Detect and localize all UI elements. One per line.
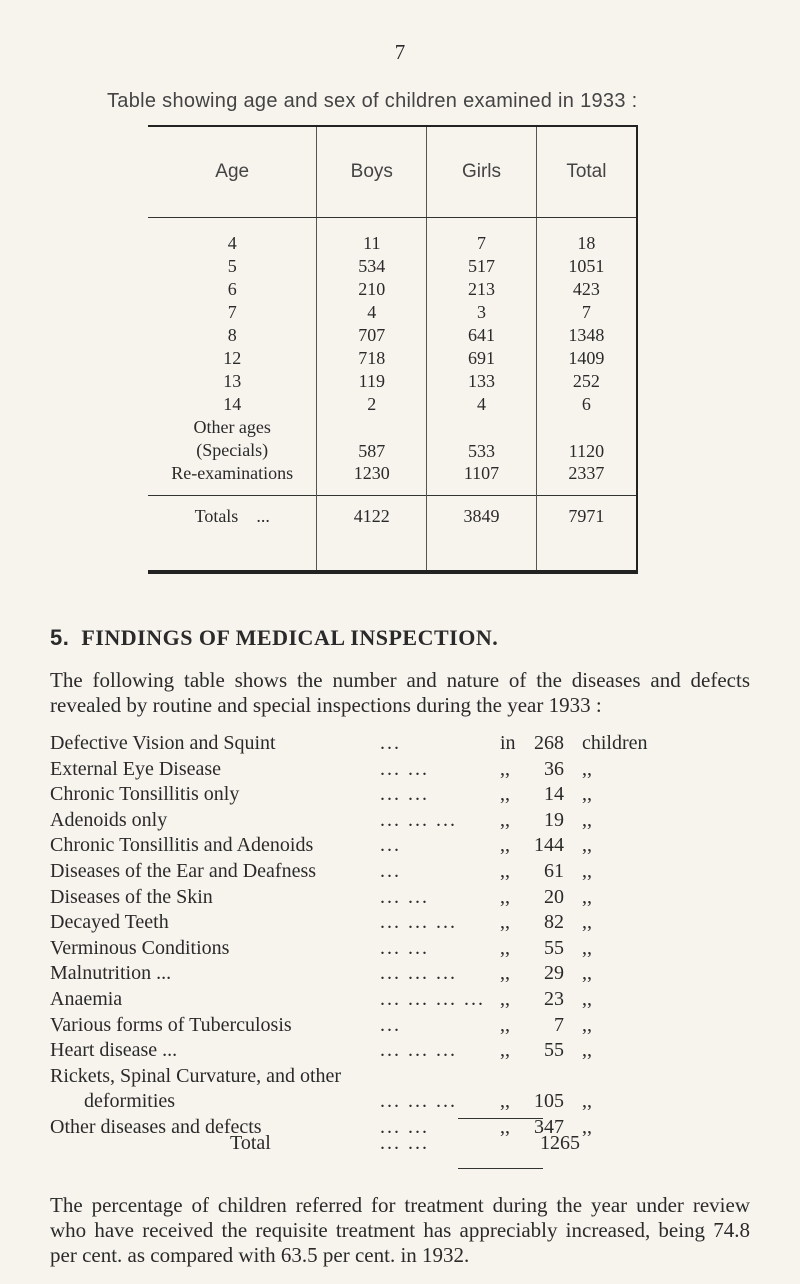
cell-total: 252 [536,370,637,393]
ditto-mark: ,, [582,911,592,934]
list-item [50,936,770,962]
cell-girls: 213 [427,278,537,301]
ditto-mark: ,, [500,757,510,780]
age-other-line2: (Specials) [196,440,269,460]
section-title: FINDINGS OF MEDICAL INSPECTION. [81,625,499,650]
cell-boys: 4 [317,301,427,324]
cell-age: 8 [227,325,237,345]
cell-boys: 534 [317,255,427,278]
finding-label: Chronic Tonsillitis and Adenoids [50,834,314,857]
ditto-mark: ,, [582,757,592,780]
ditto-mark: ,, [500,987,510,1010]
leader-dots: ... [380,859,401,882]
list-item [50,731,770,757]
cell-boys: 707 [317,324,427,347]
finding-count: 61 [544,859,564,882]
ditto-mark: ,, [582,1090,592,1113]
total-rule-bottom [458,1168,543,1169]
ditto-mark: ,, [582,808,592,831]
leader-dots: ... ... ... [380,1039,457,1062]
finding-count: 105 [534,1090,564,1113]
finding-label: Heart disease ... [50,1039,178,1062]
totals-label: Totals [194,506,239,526]
cell-girls: 133 [427,370,537,393]
table-row [148,278,637,301]
findings-total-label: Total [230,1132,271,1154]
cell-total: 1348 [536,324,637,347]
finding-label: Adenoids only [50,808,168,831]
finding-label: Various forms of Tuberculosis [50,1013,292,1036]
finding-count: 36 [544,757,564,780]
ditto-mark: ,, [582,987,592,1010]
list-item-continuation [50,1089,770,1115]
closing-paragraph: The percentage of children referred for treatment during the year under review who have received the requisite treatment has appreciably increased, being 74.8 per cent. as compared with 63.5 per cent. in 1932. [50,1193,750,1267]
cell-age: 5 [227,256,237,276]
ditto-mark: ,, [582,834,592,857]
cell-total: 6 [536,393,637,416]
cell-boys: 718 [317,347,427,370]
cell-age: 12 [223,348,242,368]
list-item [50,859,770,885]
leader-dots: ... [380,1013,401,1036]
header-girls: Girls [427,126,537,218]
section-intro: The following table shows the number and nature of the diseases and defects revealed by routine and special inspections during the year 1933 : [50,668,750,717]
list-item [50,808,770,834]
finding-suffix: children [582,732,648,754]
ditto-mark: ,, [582,859,592,882]
ditto-mark: ,, [500,834,510,857]
finding-count: 347 [534,1115,564,1138]
cell-girls: 533 [427,416,537,462]
cell-totals-label [148,496,317,573]
list-item [50,1038,770,1064]
cell-age [148,416,317,462]
finding-prefix: in [500,732,516,754]
cell-girls: 7 [427,218,537,256]
finding-count: 144 [534,834,564,857]
finding-label: Diseases of the Ear and Deafness [50,859,317,882]
cell-boys: 587 [317,416,427,462]
ditto-mark: ,, [500,936,510,959]
findings-list [50,731,770,1141]
leader-dots: ... ... [380,783,429,806]
finding-label: Rickets, Spinal Curvature, and other [50,1064,342,1087]
finding-label: Verminous Conditions [50,936,230,959]
list-item [50,1013,770,1039]
findings-total-row [50,1130,770,1156]
section-heading [50,625,498,651]
table-row [148,324,637,347]
list-item [50,910,770,936]
table-row [148,393,637,416]
finding-count: 19 [544,808,564,831]
finding-label: Anaemia [50,987,123,1010]
totals-dots: ... [256,506,270,526]
list-item [50,757,770,783]
finding-count: 20 [544,885,564,908]
leader-dots: ... ... ... ... [380,987,485,1010]
cell-age: 7 [227,302,237,322]
leader-dots: ... ... ... [380,808,457,831]
finding-count: 55 [544,1039,564,1062]
leader-dots: ... ... [380,1115,429,1138]
ditto-mark: ,, [500,1039,510,1062]
ditto-mark: ,, [500,1013,510,1036]
finding-count: 29 [544,962,564,985]
cell-total: 1051 [536,255,637,278]
cell-age: Re-examinations [171,463,294,483]
header-boys: Boys [317,126,427,218]
cell-girls: 641 [427,324,537,347]
finding-count: 23 [544,987,564,1010]
table-row [148,347,637,370]
cell-boys: 1230 [317,462,427,496]
ditto-mark: ,, [500,808,510,831]
table-header-row [148,126,637,218]
cell-total: 423 [536,278,637,301]
leader-dots: ... ... [380,885,429,908]
total-rule-top [458,1118,543,1119]
finding-label-continuation: deformities [84,1090,176,1113]
leader-dots: ... ... ... [380,1090,457,1113]
ditto-mark: ,, [582,1039,592,1062]
cell-girls: 517 [427,255,537,278]
table-row [148,218,637,256]
ditto-mark: ,, [582,936,592,959]
list-item [50,833,770,859]
ditto-mark: ,, [500,859,510,882]
finding-count: 268 [534,732,564,754]
leader-dots: ... [380,834,401,857]
finding-label: Decayed Teeth [50,911,169,934]
ditto-mark: ,, [500,1115,510,1138]
cell-boys: 11 [317,218,427,256]
ditto-mark: ,, [500,962,510,985]
cell-total: 1409 [536,347,637,370]
cell-girls: 4 [427,393,537,416]
cell-age: 6 [227,279,237,299]
cell-age: 14 [223,394,242,414]
ditto-mark: ,, [500,911,510,934]
finding-label: Defective Vision and Squint [50,732,276,754]
table-row [148,370,637,393]
table-row [148,301,637,324]
finding-count: 14 [544,783,564,806]
finding-count: 55 [544,936,564,959]
finding-label: Other diseases and defects [50,1115,262,1138]
finding-label: Malnutrition ... [50,962,172,985]
section-number: 5. [50,625,70,650]
finding-label: Diseases of the Skin [50,885,213,908]
cell-age: 13 [223,371,242,391]
ditto-mark: ,, [582,783,592,806]
finding-count: 7 [554,1013,564,1036]
age-sex-table [148,125,638,574]
leader-dots: ... ... ... [380,911,457,934]
ditto-mark: ,, [582,1013,592,1036]
table-row [148,416,637,462]
leader-dots: ... ... [380,1132,429,1154]
list-item [50,782,770,808]
list-item [50,987,770,1013]
list-item [50,1064,770,1090]
header-total: Total [536,126,637,218]
ditto-mark: ,, [500,783,510,806]
cell-boys: 119 [317,370,427,393]
cell-totals-girls: 3849 [427,496,537,573]
cell-total: 7 [536,301,637,324]
cell-girls: 3 [427,301,537,324]
cell-total: 1120 [536,416,637,462]
list-item [50,961,770,987]
cell-age: 4 [227,233,237,253]
ditto-mark: ,, [582,962,592,985]
cell-boys: 2 [317,393,427,416]
totals-row [148,496,637,573]
header-age: Age [148,126,317,218]
ditto-mark: ,, [582,1115,592,1138]
cell-girls: 691 [427,347,537,370]
page-number: 7 [394,40,406,64]
table-caption: Table showing age and sex of children examined in 1933 : [107,90,638,112]
finding-label: External Eye Disease [50,757,222,780]
list-item [50,885,770,911]
ditto-mark: ,, [500,1090,510,1113]
leader-dots: ... ... [380,757,429,780]
age-other-line1: Other ages [193,417,271,437]
ditto-mark: ,, [582,885,592,908]
cell-boys: 210 [317,278,427,301]
table-row [148,255,637,278]
leader-dots: ... [380,732,401,754]
cell-totals-boys: 4122 [317,496,427,573]
table-row [148,462,637,496]
cell-girls: 1107 [427,462,537,496]
finding-label: Chronic Tonsillitis only [50,783,240,806]
cell-total: 2337 [536,462,637,496]
ditto-mark: ,, [500,885,510,908]
leader-dots: ... ... [380,936,429,959]
finding-count: 82 [544,911,564,934]
findings-total-value: 1265 [540,1132,580,1154]
cell-totals-total: 7971 [536,496,637,573]
cell-total: 18 [536,218,637,256]
leader-dots: ... ... ... [380,962,457,985]
